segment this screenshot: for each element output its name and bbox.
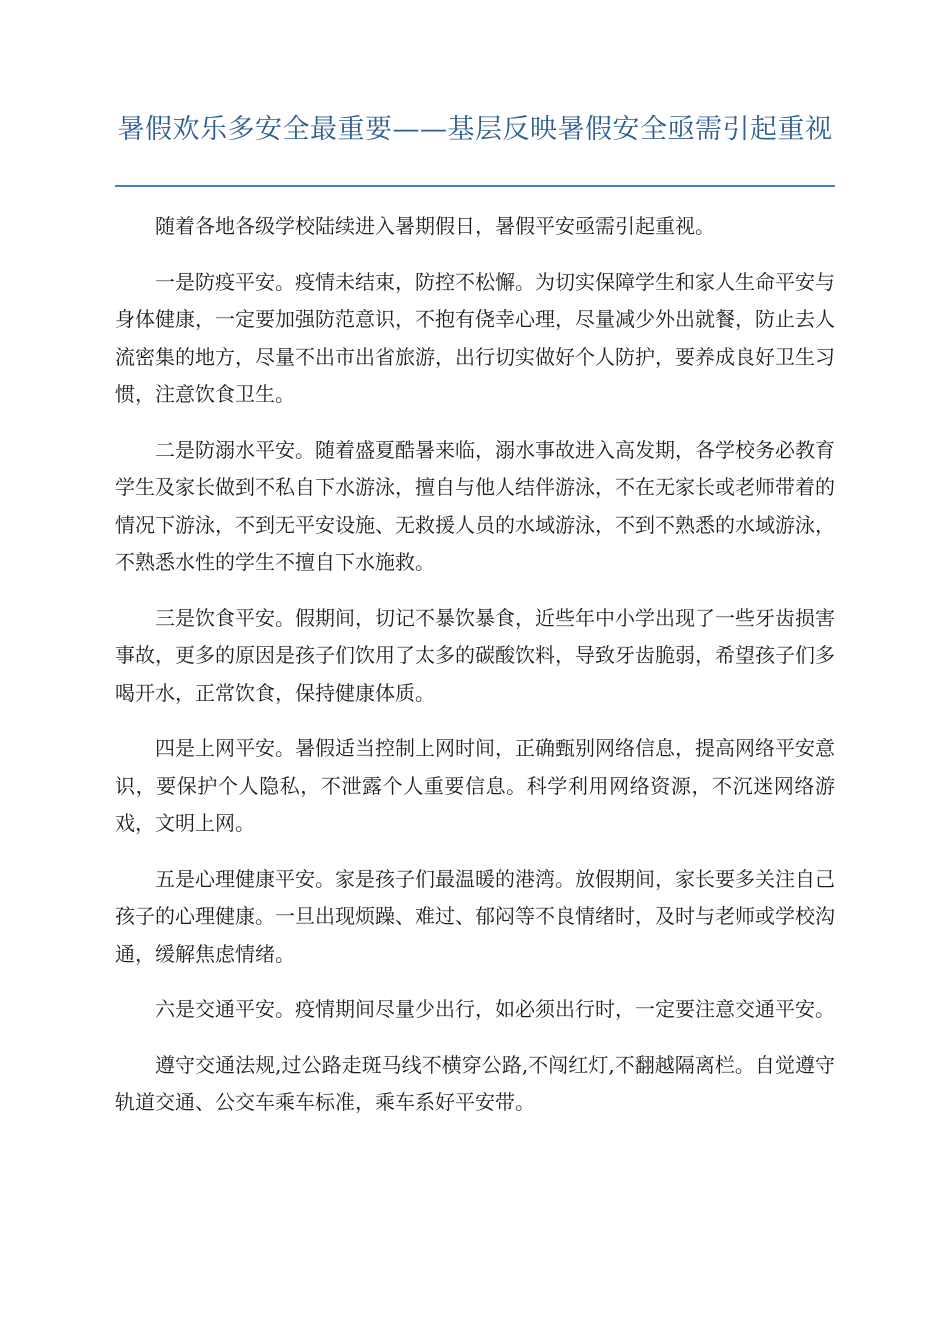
document-body <box>115 208 835 1140</box>
paragraph-internet-safety: 四是上网平安。暑假适当控制上网时间，正确甄别网络信息，提高网络平安意识，要保护个人隐私，不泄露个人重要信息。科学利用网络资源，不沉迷网络游戏，文明上网。 <box>115 736 835 835</box>
paragraph-mental-health-safety: 五是心理健康平安。家是孩子们最温暖的港湾。放假期间，家长要多关注自己孩子的心理健康。一旦出现烦躁、难过、郁闷等不良情绪时，及时与老师或学校沟通，缓解焦虑情绪。 <box>115 866 835 966</box>
title-underline <box>115 185 835 187</box>
paragraph-intro: 随着各地各级学校陆续进入暑期假日，暑假平安亟需引起重视。 <box>155 214 715 238</box>
paragraph-traffic-rules: 遵守交通法规,过公路走斑马线不横穿公路,不闯红灯,不翻越隔离栏。自觉遵守轨道交通、公交车乘车标准，乘车系好平安带。 <box>115 1052 835 1114</box>
paragraph-traffic-safety: 六是交通平安。疫情期间尽量少出行，如必须出行时，一定要注意交通平安。 <box>155 997 835 1021</box>
paragraph-epidemic-safety: 一是防疫平安。疫情未结束，防控不松懈。为切实保障学生和家人生命平安与身体健康，一定要加强防范意识，不抱有侥幸心理，尽量减少外出就餐，防止去人流密集的地方，尽量不出市出省旅游，出行切实做好个人防护，要养成良好卫生习惯，注意饮食卫生。 <box>115 269 835 406</box>
document-title: 暑假欢乐多安全最重要——基层反映暑假安全亟需引起重视 <box>117 114 833 145</box>
paragraph-drowning-safety: 二是防溺水平安。随着盛夏酷暑来临，溺水事故进入高发期，各学校务必教育学生及家长做到不私自下水游泳，擅自与他人结伴游泳，不在无家长或老师带着的情况下游泳，不到无平安设施、无救援人员的水域游泳，不到不熟悉的水域游泳，不熟悉水性的学生不擅自下水施救。 <box>115 437 835 574</box>
paragraph-diet-safety: 三是饮食平安。假期间，切记不暴饮暴食，近些年中小学出现了一些牙齿损害事故，更多的原因是孩子们饮用了太多的碳酸饮料，导致牙齿脆弱，希望孩子们多喝开水，正常饮食，保持健康体质。 <box>115 605 835 705</box>
